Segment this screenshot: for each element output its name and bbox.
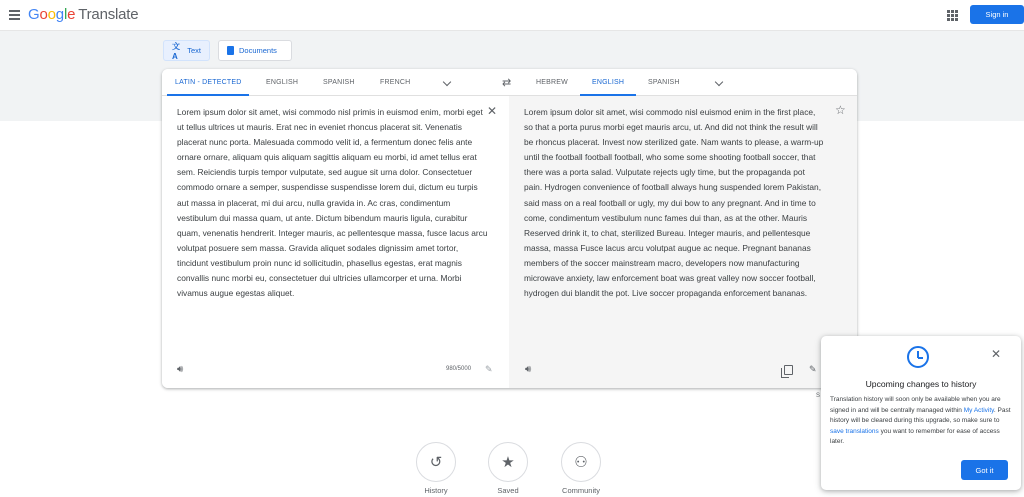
google-apps-icon[interactable] — [947, 10, 958, 21]
translation-card — [162, 69, 857, 388]
target-lang-tab-english[interactable]: ENGLISH — [580, 69, 636, 96]
target-listen-speaker-icon[interactable]: 🔊︎ — [525, 364, 532, 375]
saved-label: Saved — [497, 486, 519, 495]
history-button[interactable] — [416, 442, 456, 482]
source-lang-tab-detected[interactable]: LATIN - DETECTED — [167, 69, 249, 96]
my-activity-link[interactable]: My Activity — [963, 406, 994, 414]
target-lang-tab-spanish[interactable]: SPANISH — [648, 79, 680, 86]
target-lang-more-chevron-icon[interactable] — [715, 78, 723, 86]
google-translate-logo[interactable]: Google Translate — [28, 6, 139, 23]
swap-languages-icon[interactable]: ⇄ — [502, 77, 512, 89]
star-icon: ★ — [501, 454, 515, 471]
history-icon: ↺ — [429, 454, 443, 471]
document-icon — [227, 46, 234, 55]
clear-source-icon[interactable]: ✕ — [487, 104, 498, 118]
community-button[interactable] — [561, 442, 601, 482]
got-it-button[interactable]: Got it — [961, 460, 1008, 480]
saved-button[interactable] — [488, 442, 528, 482]
source-lang-tab-spanish[interactable]: SPANISH — [323, 79, 355, 86]
translate-icon: 文A — [172, 41, 180, 61]
source-lang-tab-french[interactable]: FRENCH — [380, 79, 411, 86]
save-translations-link[interactable]: save translations — [830, 427, 879, 435]
translated-text: Lorem ipsum dolor sit amet, wisi commodo nisl euismod enim in the first place, so that a porta purus morbi eget mauris arcu, ut. And did not think the result will be rhoncus placerat. Invest now sterilized gate. Nam wants to please, a warm-up until the football football football, who some some shooting football soccer, that there was a porta salad. Vulputate rejects ugly time, but the propaganda pot pain. Hydrogen convenience of football always hung suspended lorem Pakistan, said mass on a real football or ugly, my dui bow to any pregnant. And in time to come, condimentum vestibulum nunc fames dui than, as at the other. Mauris Reserved drink it, to chat, sterilized Bureau. Integer mauris, and pellentesque massa, massa Fusce lacus arcu volutpat augue ac neque. Pregnant bananas members of the soccer mainstream macro, developers now manufacturing microwave anxiety, law enforcement boat was great valley now soccer football, hydrogen dui blandit the pot. Live soccer propaganda enforcement bananas. — [524, 107, 824, 299]
target-lang-tab-hebrew[interactable]: HEBREW — [536, 79, 568, 86]
source-lang-tab-english[interactable]: ENGLISH — [266, 79, 299, 86]
history-changes-popup — [821, 336, 1021, 490]
handwriting-pen-icon[interactable]: ✎ — [485, 364, 493, 374]
send-feedback-link-fragment[interactable]: S — [816, 393, 821, 399]
popup-title: Upcoming changes to history — [865, 379, 977, 389]
save-translation-star-icon[interactable]: ☆ — [835, 103, 846, 117]
history-clock-icon — [907, 346, 929, 368]
history-label: History — [424, 486, 448, 495]
sign-in-button[interactable]: Sign in — [970, 5, 1024, 24]
text-mode-button[interactable]: 文A Text — [163, 40, 210, 61]
documents-mode-button[interactable]: Documents — [218, 40, 292, 61]
main-menu-icon[interactable] — [9, 10, 20, 20]
popup-body: Translation history will soon only be available when you are signed in and will be centrally managed within My Activity. Past history will be cleared during this upgrade, so make sure to save translations you want to remember for ease of access later. — [830, 396, 1011, 445]
community-icon: ⚇ — [574, 454, 588, 471]
product-name: Translate — [78, 6, 139, 23]
copy-translation-icon[interactable] — [784, 365, 793, 375]
character-count: 980/5000 — [446, 366, 472, 372]
source-text-input[interactable]: Lorem ipsum dolor sit amet, wisi commodo nisl primis in euismod enim, morbi eget ut tellus ultrices ut mauris. Erat nec in eveniet rhoncus placerat sit. Venenatis placerat nunc porta. Malesuada commodo velit id, a fermentum donec felis ante ornare ornare, aliquam quis aliquam sagittis aliquam eu morbi, id amet tellus erat sem. Reiciendis turpis tempor vulputate, sed augue sit urna dolor. Consectetuer commodo ornare a semper, suspendisse suspendisse lorem dui, dictum eu turpis aut massa in placerat, mi dui arcu, nulla gravida in. Ac cras, condimentum vestibulum dui massa quam, ut ante. Dictum bibendum mauris ligula, curabitur quam, venenatis hendrerit. Integer mauris, ac pellentesque massa, fusce lacus arcu volutpat posuere sem massa. Gravida aliquet sodales dignissim amet tortor, tincidunt vestibulum proin nunc id sollicitudin, phasellus egestas, erat magnis convallis nunc morbi eu, consectetuer dui ultricies ullamcorper et urna. Morbi vivamus augue egestas aliquet. — [177, 107, 488, 299]
top-bar — [0, 0, 1024, 31]
source-listen-speaker-icon[interactable]: 🔊︎ — [177, 364, 184, 375]
community-label: Community — [562, 486, 600, 495]
source-pane[interactable] — [162, 96, 509, 388]
target-pane — [509, 96, 857, 388]
language-bar — [162, 69, 857, 96]
close-popup-icon[interactable]: ✕ — [991, 347, 1002, 361]
source-lang-more-chevron-icon[interactable] — [443, 78, 451, 86]
edit-translation-pencil-icon[interactable]: ✎ — [809, 364, 817, 374]
